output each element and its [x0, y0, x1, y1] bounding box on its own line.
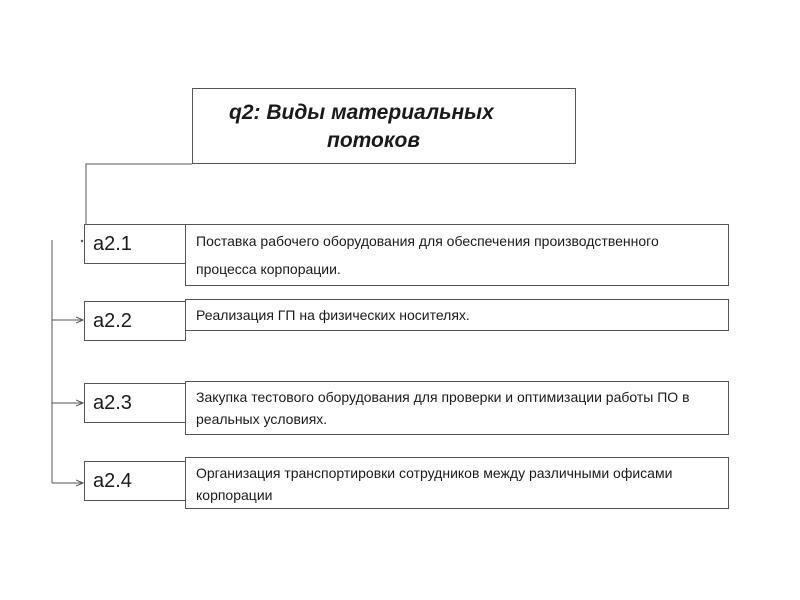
title-box — [192, 88, 576, 164]
code-box-a2-2 — [84, 301, 186, 341]
desc-text: Поставка рабочего оборудования для обеспечения производственного процесса корпорации. — [196, 233, 659, 277]
title-line-1: q2: Виды материальных — [229, 101, 494, 124]
desc-box-a2-4 — [185, 457, 729, 509]
desc-box-a2-2 — [185, 299, 729, 331]
desc-box-a2-3 — [185, 381, 729, 435]
title-connector — [86, 164, 192, 226]
code-box-a2-3 — [84, 383, 186, 423]
code-label: a2.4 — [93, 470, 132, 492]
code-box-a2-1 — [84, 224, 186, 264]
desc-box-a2-1 — [185, 224, 729, 286]
desc-text: Закупка тестового оборудования для проверки и оптимизации работы ПО в реальных условиях. — [196, 389, 690, 427]
code-label: a2.3 — [93, 392, 132, 414]
code-label: a2.1 — [93, 233, 132, 255]
code-box-a2-4 — [84, 461, 186, 501]
code-label: a2.2 — [93, 310, 132, 332]
desc-text: Реализация ГП на физических носителях. — [196, 307, 470, 323]
title-line-2: потоков — [327, 129, 421, 152]
desc-text: Организация транспортировки сотрудников между различными офисами корпорации — [196, 465, 673, 503]
dot-marker — [81, 240, 83, 242]
